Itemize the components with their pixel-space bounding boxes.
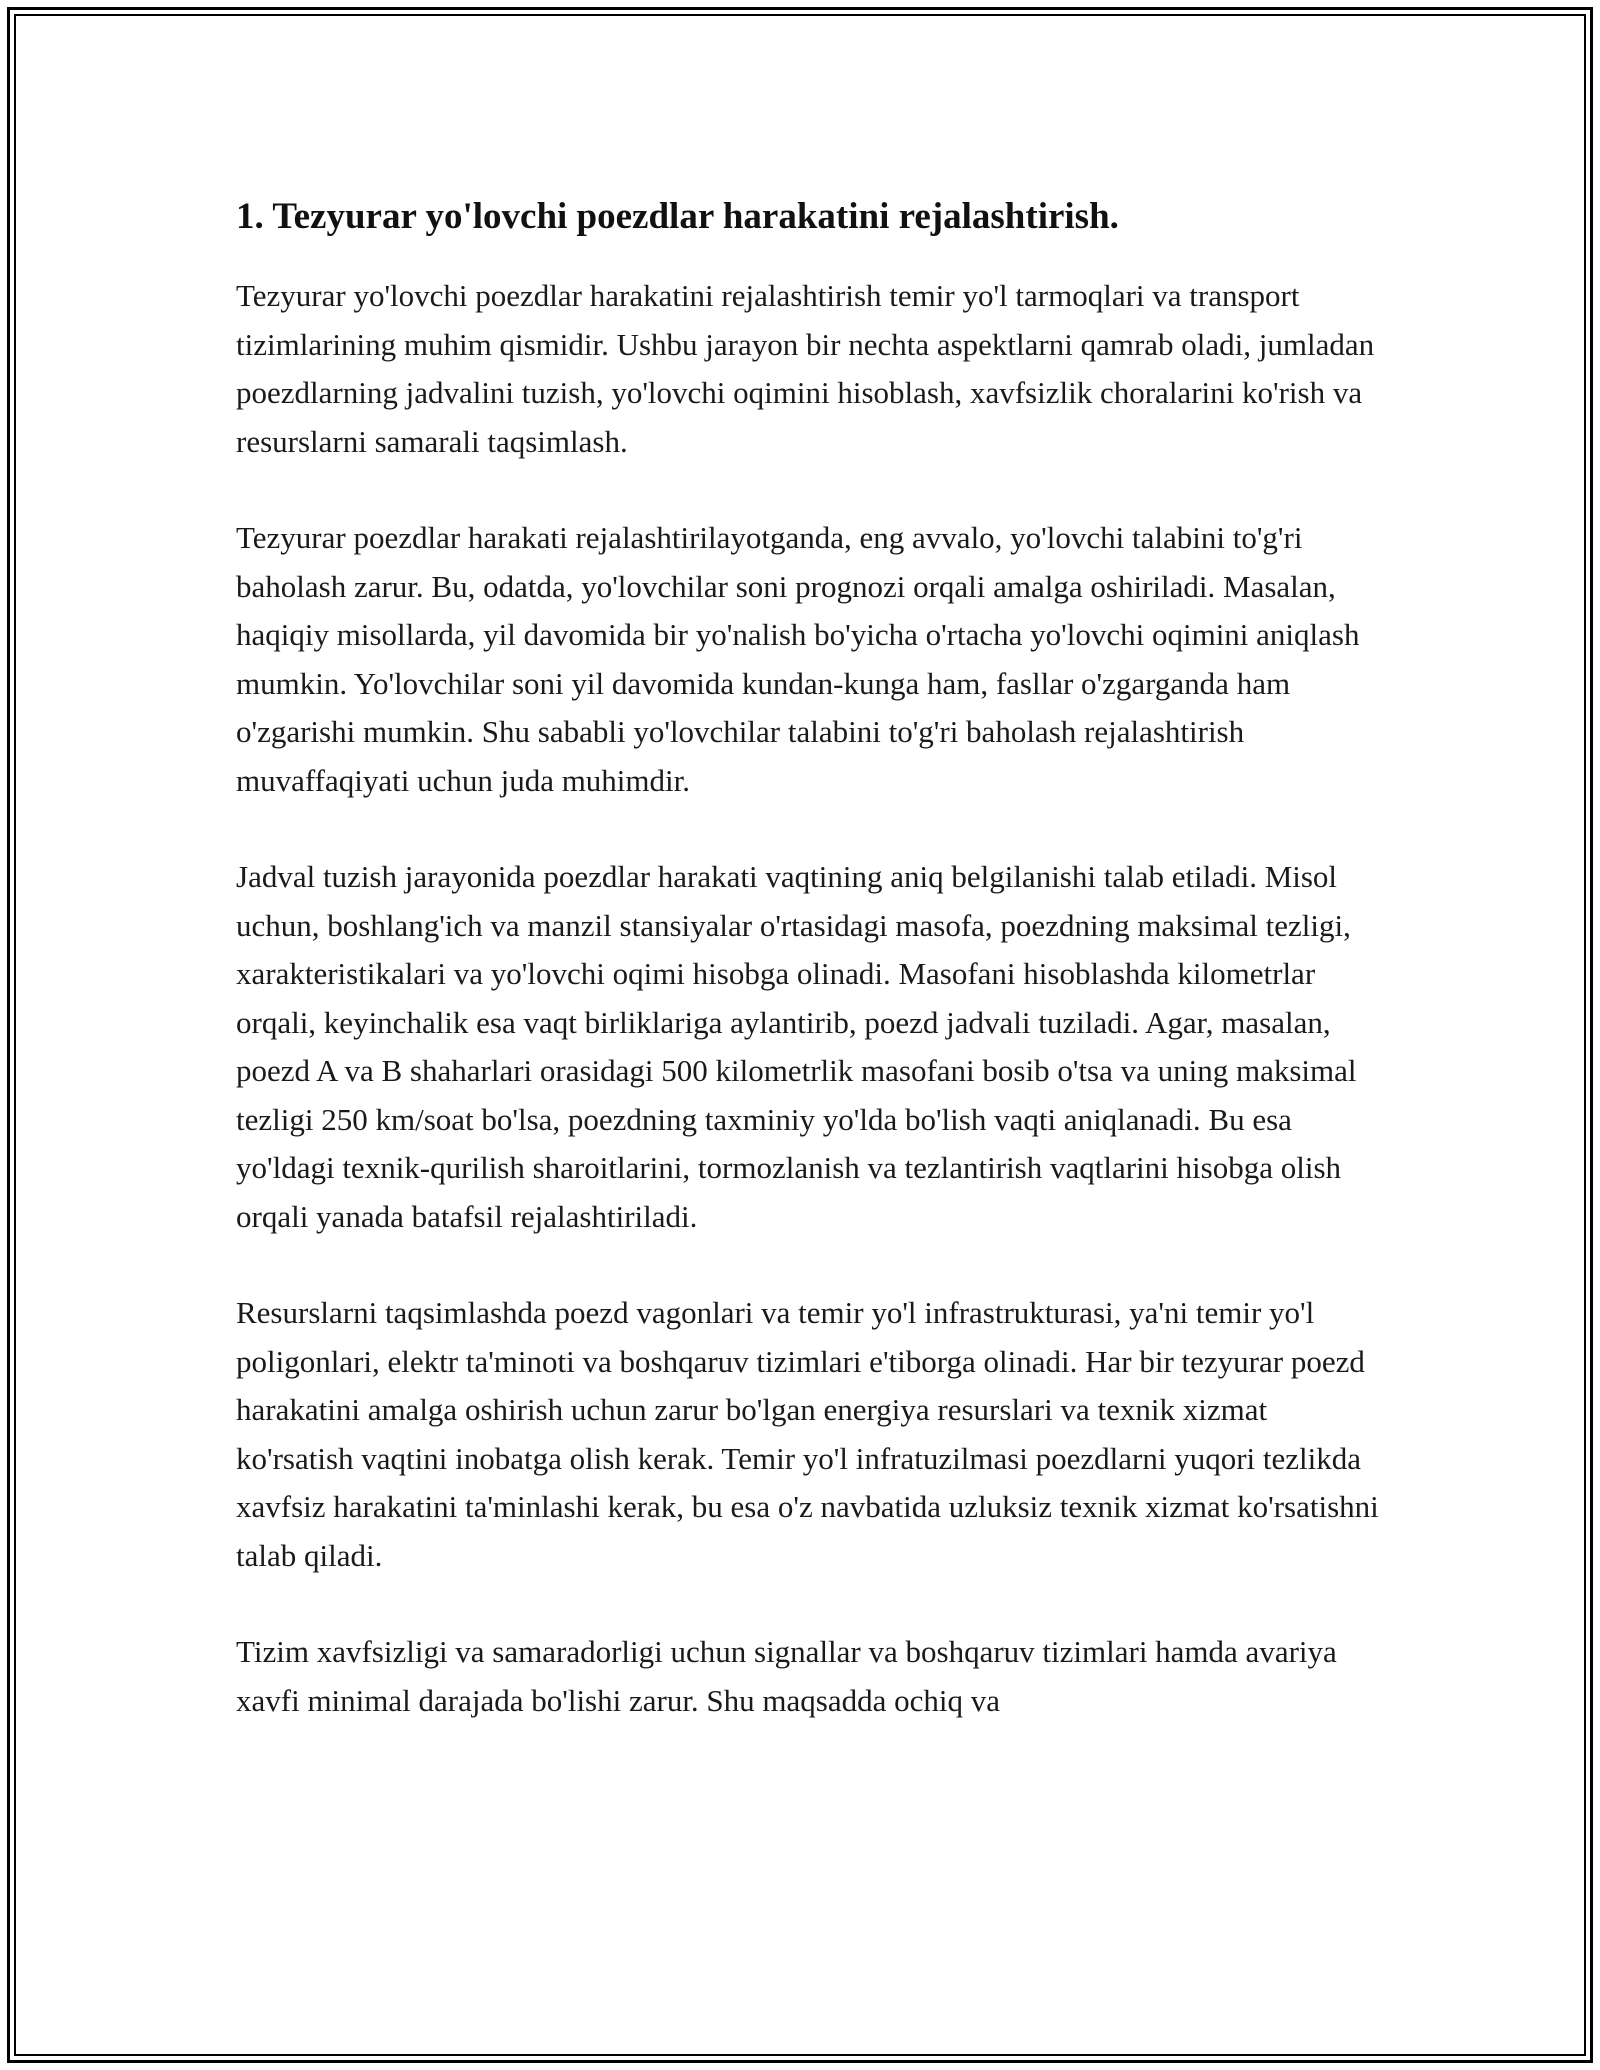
paragraph-1: Tezyurar yo'lovchi poezdlar harakatini rejalashtirish temir yo'l tarmoqlari va transport tizimlarining muhim qismidir. Ushbu jarayon bir nechta aspektlarni qamrab oladi, jumladan poezdlarning jadvalini tuzish, yo'lovchi oqimini hisoblash, xavfsizlik choralarini ko'rish va resurslarni samarali taqsimlash. bbox=[236, 278, 1375, 459]
paragraph-3: Jadval tuzish jarayonida poezdlar harakati vaqtining aniq belgilanishi talab etiladi. Misol uchun, boshlang'ich va manzil stansiyalar o'rtasidagi masofa, poezdning maksimal tezligi, xarakteristikalari va yo'lovchi oqimi hisobga olinadi. Masofani hisoblashda kilometrlar orqali, keyinchalik esa vaqt birliklariga aylantirib, poezd jadvali tuziladi. Agar, masalan, poezd A va B shaharlari orasidagi 500 kilometrlik masofani bosib o'tsa va uning maksimal tezligi 250 km/soat bo'lsa, poezdning taxminiy yo'lda bo'lish vaqti aniqlanadi. Bu esa yo'ldagi texnik-qurilish sharoitlarini, tormozlanish va tezlantirish vaqtlarini hisobga olish orqali yanada batafsil rejalashtiriladi. bbox=[236, 859, 1357, 1234]
document-body bbox=[236, 188, 1386, 1773]
paragraph-4: Resurslarni taqsimlashda poezd vagonlari va temir yo'l infrastrukturasi, ya'ni temir yo'l poligonlari, elektr ta'minoti va boshqaruv tizimlari e'tiborga olinadi. Har bir tezyurar poezd harakatini amalga oshirish uchun zarur bo'lgan energiya resurslari va texnik xizmat ko'rsatish vaqtini inobatga olish kerak. Temir yo'l infratuzilmasi poezdlarni yuqori tezlikda xavfsiz harakatini ta'minlashi kerak, bu esa o'z navbatida uzluksiz texnik xizmat ko'rsatishni talab qiladi. bbox=[236, 1295, 1379, 1573]
paragraph-2: Tezyurar poezdlar harakati rejalashtirilayotganda, eng avvalo, yo'lovchi talabini to'g'ri baholash zarur. Bu, odatda, yo'lovchilar soni prognozi orqali amalga oshiriladi. Masalan, haqiqiy misollarda, yil davomida bir yo'nalish bo'yicha o'rtacha yo'lovchi oqimini aniqlash mumkin. Yo'lovchilar soni yil davomida kundan-kunga ham, fasllar o'zgarganda ham o'zgarishi mumkin. Shu sababli yo'lovchilar talabini to'g'ri baholash rejalashtirish muvaffaqiyati uchun juda muhimdir. bbox=[236, 520, 1360, 798]
section-heading: 1. Tezyurar yo'lovchi poezdlar harakatini rejalashtirish. bbox=[236, 196, 1119, 237]
paragraph-5: Tizim xavfsizligi va samaradorligi uchun signallar va boshqaruv tizimlari hamda avariya xavfi minimal darajada bo'lishi zarur. Shu maqsadda ochiq va bbox=[236, 1634, 1337, 1718]
